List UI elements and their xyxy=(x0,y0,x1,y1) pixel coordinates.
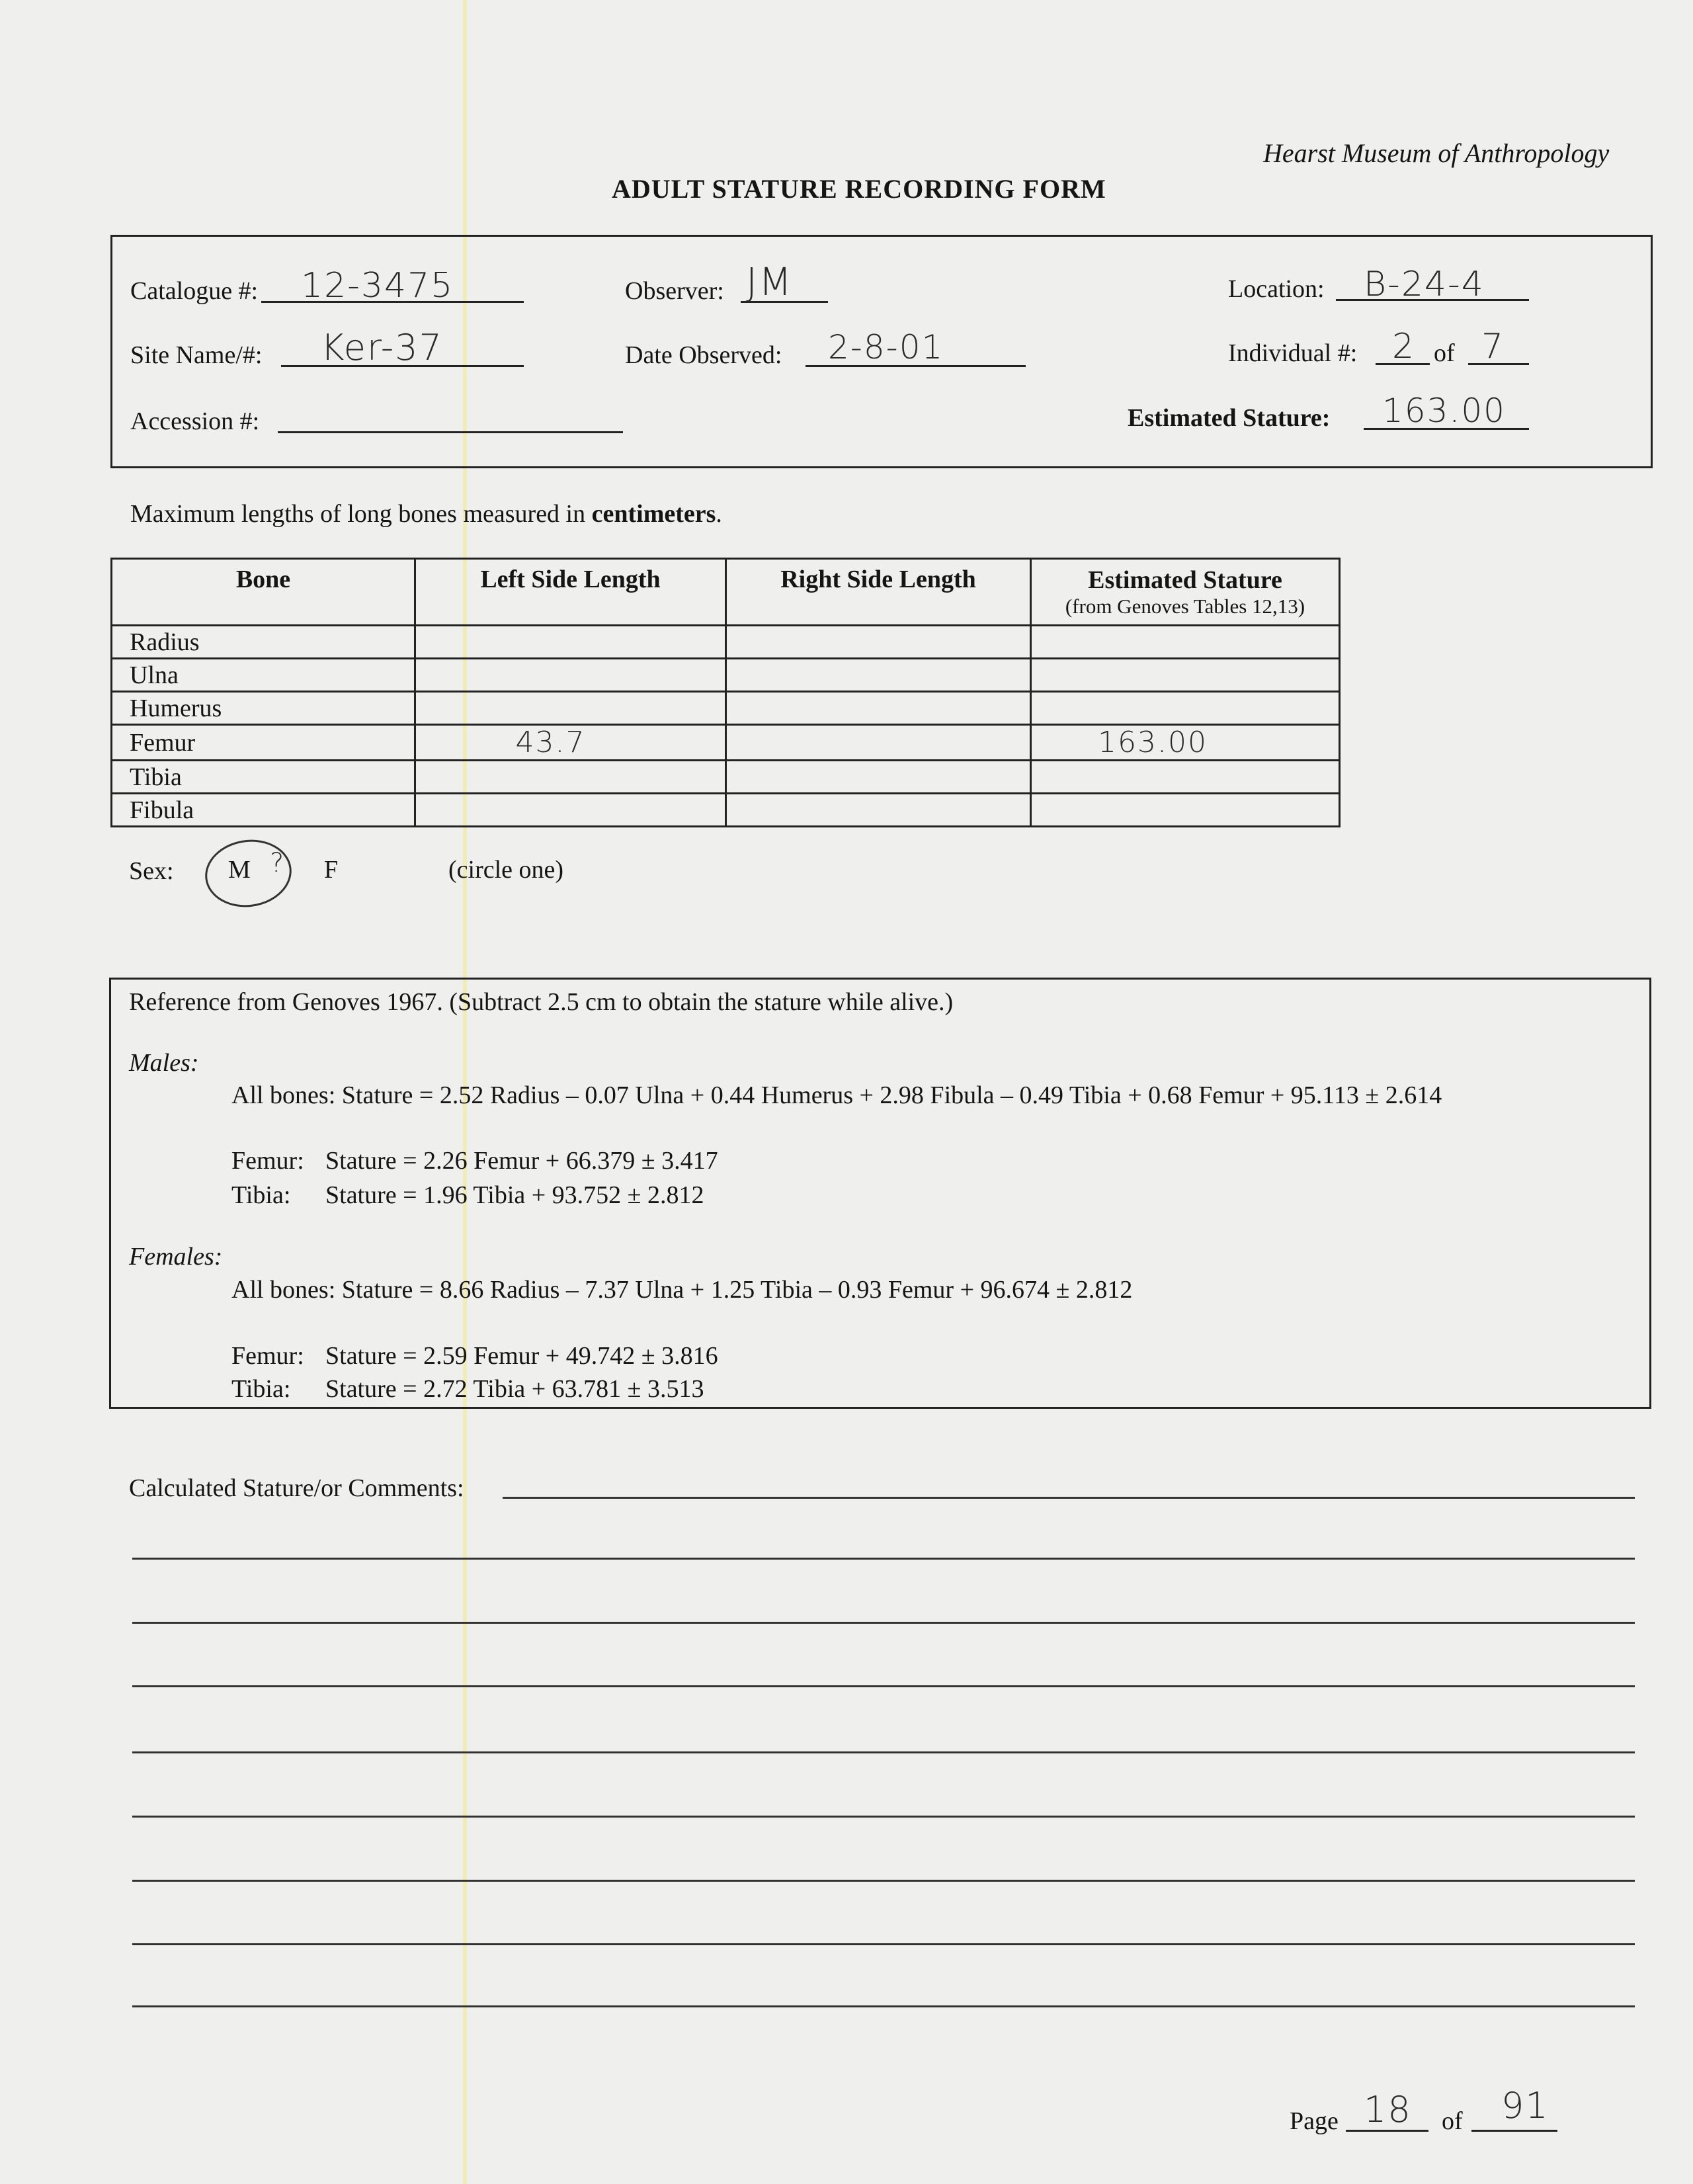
observer-value: JM xyxy=(746,259,794,304)
table-row xyxy=(112,794,1340,827)
males-heading: Males: xyxy=(129,1049,199,1077)
left-length-cell[interactable] xyxy=(415,761,726,794)
right-length-cell[interactable] xyxy=(726,692,1031,725)
bone-name: Radius xyxy=(112,626,415,659)
individual-total-value: 7 xyxy=(1481,327,1505,366)
header-bone: Bone xyxy=(112,559,415,626)
sex-instruction: (circle one) xyxy=(448,856,564,884)
bone-name: Tibia xyxy=(112,761,415,794)
bone-name: Fibula xyxy=(112,794,415,827)
page-of-label: of xyxy=(1442,2107,1463,2135)
stature-cell[interactable] xyxy=(1031,794,1340,827)
site-value: Ker-37 xyxy=(321,327,443,368)
males-all-bones-formula: All bones: Stature = 2.52 Radius – 0.07 Ulna + 0.44 Humerus + 2.98 Fibula – 0.49 Tibia + 0.68 Femur + 95.113 ± 2.614 xyxy=(231,1081,1442,1109)
table-row xyxy=(112,659,1340,692)
comments-line[interactable] xyxy=(132,1943,1635,1945)
table-row xyxy=(112,761,1340,794)
individual-label: Individual #: xyxy=(1228,339,1358,367)
sex-uncertain-mark: ? xyxy=(270,848,286,878)
females-tibia-label: Tibia: xyxy=(231,1375,291,1403)
reference-intro: Reference from Genoves 1967. (Subtract 2.5 cm to obtain the stature while alive.) xyxy=(129,988,954,1016)
comments-line[interactable] xyxy=(132,1558,1635,1560)
location-label: Location: xyxy=(1228,275,1325,303)
catalogue-label: Catalogue #: xyxy=(130,277,259,305)
left-length-cell[interactable] xyxy=(415,659,726,692)
sex-option-male[interactable]: M xyxy=(228,856,251,884)
bone-length-table xyxy=(110,558,1341,827)
stature-cell[interactable] xyxy=(1031,761,1340,794)
comments-line[interactable] xyxy=(132,1751,1635,1753)
right-length-cell[interactable] xyxy=(726,659,1031,692)
individual-of-label: of xyxy=(1434,339,1455,367)
observer-label: Observer: xyxy=(625,277,724,305)
females-heading: Females: xyxy=(129,1243,223,1271)
bone-name: Humerus xyxy=(112,692,415,725)
males-tibia-label: Tibia: xyxy=(231,1181,291,1209)
table-row xyxy=(112,725,1340,761)
left-length-cell[interactable] xyxy=(415,626,726,659)
comments-label: Calculated Stature/or Comments: xyxy=(129,1474,464,1502)
right-length-cell[interactable] xyxy=(726,725,1031,761)
stature-cell[interactable] xyxy=(1031,659,1340,692)
date-value: 2-8-01 xyxy=(828,328,944,366)
measurement-note xyxy=(130,499,722,528)
bone-name: Ulna xyxy=(112,659,415,692)
header-estimated-stature-source: (from Genoves Tables 12,13) xyxy=(1065,595,1305,618)
comments-line[interactable] xyxy=(132,1685,1635,1687)
estimated-stature-value: 163.00 xyxy=(1382,392,1506,430)
table-row xyxy=(112,692,1340,725)
table-header-row xyxy=(112,559,1340,626)
males-femur-formula: Stature = 2.26 Femur + 66.379 ± 3.417 xyxy=(325,1147,718,1175)
females-tibia-formula: Stature = 2.72 Tibia + 63.781 ± 3.513 xyxy=(325,1375,704,1403)
site-label: Site Name/#: xyxy=(130,341,263,369)
header-right-length: Right Side Length xyxy=(726,559,1031,626)
males-femur-label: Femur: xyxy=(231,1147,304,1175)
comments-line[interactable] xyxy=(132,1880,1635,1882)
institution-name: Hearst Museum of Anthropology xyxy=(1263,138,1610,168)
left-length-cell[interactable] xyxy=(415,692,726,725)
catalogue-value: 12-3475 xyxy=(301,266,454,306)
bone-name: Femur xyxy=(112,725,415,761)
header-left-length: Left Side Length xyxy=(415,559,726,626)
females-all-bones-formula: All bones: Stature = 8.66 Radius – 7.37 Ulna + 1.25 Tibia – 0.93 Femur + 96.674 ± 2.812 xyxy=(231,1276,1133,1304)
stature-cell[interactable] xyxy=(1031,626,1340,659)
sex-option-female[interactable]: F xyxy=(324,856,339,884)
page-number-value: 18 xyxy=(1364,2089,1412,2130)
sex-label: Sex: xyxy=(129,857,174,885)
header-estimated-stature xyxy=(1031,559,1340,626)
comments-line[interactable] xyxy=(132,1816,1635,1818)
total-pages-value: 91 xyxy=(1501,2085,1549,2126)
location-value: B-24-4 xyxy=(1364,265,1485,304)
males-tibia-formula: Stature = 1.96 Tibia + 93.752 ± 2.812 xyxy=(325,1181,704,1209)
estimated-stature-label: Estimated Stature: xyxy=(1128,404,1331,432)
right-length-cell[interactable] xyxy=(726,761,1031,794)
measurement-note-end: . xyxy=(716,500,722,528)
header-estimated-stature-title: Estimated Stature xyxy=(1088,566,1282,594)
comments-line[interactable] xyxy=(132,2005,1635,2007)
comments-line[interactable] xyxy=(132,1622,1635,1624)
date-label: Date Observed: xyxy=(625,341,782,369)
form-title: ADULT STATURE RECORDING FORM xyxy=(612,174,1106,204)
left-length-cell[interactable]: 43.7 xyxy=(415,725,726,761)
stature-cell[interactable]: 163.00 xyxy=(1031,725,1340,761)
accession-label: Accession #: xyxy=(130,407,260,435)
left-length-cell[interactable] xyxy=(415,794,726,827)
comments-line[interactable] xyxy=(503,1497,1635,1499)
page-label: Page xyxy=(1290,2107,1339,2135)
right-length-cell[interactable] xyxy=(726,794,1031,827)
table-row xyxy=(112,626,1340,659)
individual-number-value: 2 xyxy=(1392,327,1416,366)
right-length-cell[interactable] xyxy=(726,626,1031,659)
females-femur-formula: Stature = 2.59 Femur + 49.742 ± 3.816 xyxy=(325,1342,718,1370)
total-pages-field[interactable] xyxy=(1471,2130,1557,2132)
accession-field[interactable] xyxy=(278,431,623,433)
measurement-unit: centimeters xyxy=(591,500,716,528)
measurement-note-text: Maximum lengths of long bones measured in xyxy=(130,500,592,528)
females-femur-label: Femur: xyxy=(231,1342,304,1370)
stature-cell[interactable] xyxy=(1031,692,1340,725)
